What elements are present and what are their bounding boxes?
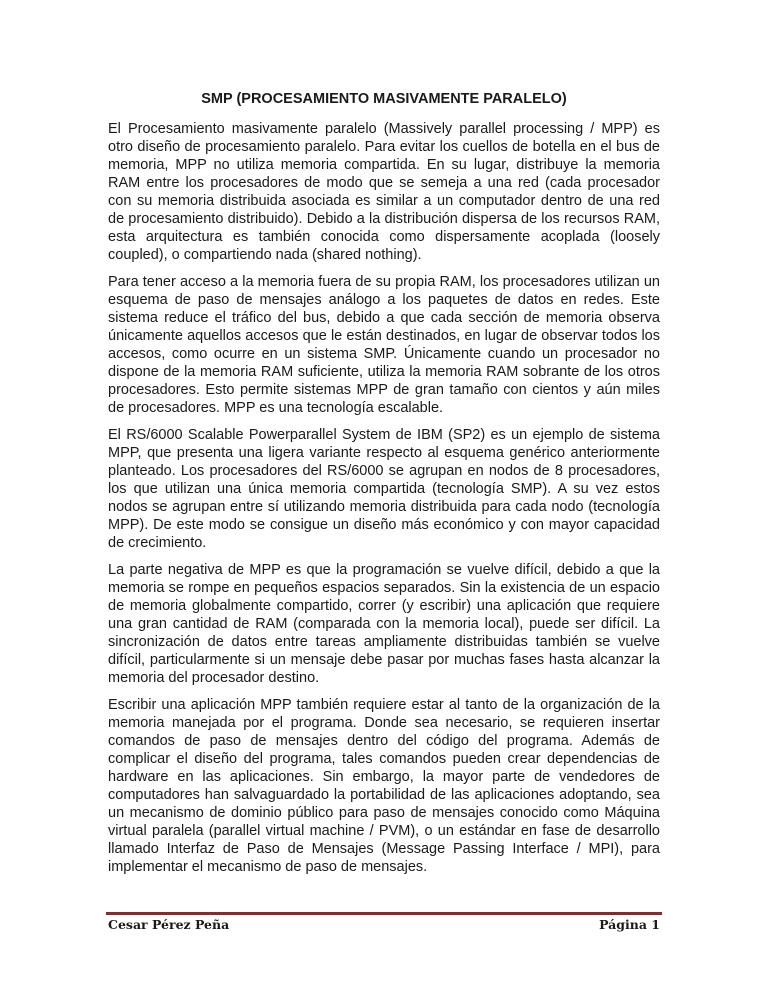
- paragraph: Para tener acceso a la memoria fuera de su propia RAM, los procesadores utilizan un esquema de paso de mensajes análogo a los paquetes de datos en redes. Este sistema reduce el tráfico del bus, debido a que cada sección de memoria observa únicamente aquellos accesos que le están destinados, en lugar de observar todos los accesos, como ocurre en un sistema SMP. Únicamente cuando un procesador no dispone de la memoria RAM suficiente, utiliza la memoria RAM sobrante de los otros procesadores. Esto permite sistemas MPP de gran tamaño con cientos y aún miles de procesadores. MPP es una tecnología escalable.: [108, 274, 660, 416]
- paragraph: El RS/6000 Scalable Powerparallel System de IBM (SP2) es un ejemplo de sistema MPP, que presenta una ligera variante respecto al esquema genérico anteriormente planteado. Los procesadores del RS/6000 se agrupan en nodos de 8 procesadores, los que utilizan una única memoria compartida (tecnología SMP). A su vez estos nodos se agrupan entre sí utilizando memoria distribuida para cada nodo (tecnología MPP). De este modo se consigue un diseño más económico y con mayor capacidad de crecimiento.: [108, 427, 660, 551]
- footer-page-number: Página 1: [599, 917, 660, 932]
- footer-rule: [106, 912, 662, 915]
- paragraph: La parte negativa de MPP es que la programación se vuelve difícil, debido a que la memoria se rompe en pequeños espacios separados. Sin la existencia de un espacio de memoria globalmente compartido, correr (y escribir) una aplicación que requiere una gran cantidad de RAM (comparada con la memoria local), puede ser difícil. La sincronización de datos entre tareas ampliamente distribuidas también se vuelve difícil, particularmente si un mensaje debe pasar por muchas fases hasta alcanzar la memoria del procesador destino.: [108, 562, 660, 686]
- paragraph: El Procesamiento masivamente paralelo (Massively parallel processing / MPP) es otro diseño de procesamiento paralelo. Para evitar los cuellos de botella en el bus de memoria, MPP no utiliza memoria compartida. En su lugar, distribuye la memoria RAM entre los procesadores de modo que se semeja a una red (cada procesador con su memoria distribuida asociada es similar a un computador dentro de una red de procesamiento distribuido). Debido a la distribución dispersa de los recursos RAM, esta arquitectura es también conocida como dispersamente acoplada (loosely coupled), o compartiendo nada (shared nothing).: [108, 121, 660, 263]
- document-title: [108, 90, 660, 108]
- document-body: [108, 120, 660, 885]
- paragraph: Escribir una aplicación MPP también requiere estar al tanto de la organización de la memoria manejada por el programa. Donde sea necesario, se requieren insertar comandos de paso de mensajes dentro del código del programa. Además de complicar el diseño del programa, tales comandos pueden crear dependencias de hardware en las aplicaciones. Sin embargo, la mayor parte de vendedores de computadores han salvaguardado la portabilidad de las aplicaciones adoptando, sea un mecanismo de dominio público para paso de mensajes conocido como Máquina virtual paralela (parallel virtual machine / PVM), o un estándar en fase de desarrollo llamado Interfaz de Paso de Mensajes (Message Passing Interface / MPI), para implementar el mecanismo de paso de mensajes.: [108, 697, 660, 875]
- title-bold: SMP (: [201, 91, 242, 107]
- footer-author: Cesar Pérez Peña: [108, 917, 230, 932]
- title-rest: PROCESAMIENTO MASIVAMENTE PARALELO): [241, 91, 567, 107]
